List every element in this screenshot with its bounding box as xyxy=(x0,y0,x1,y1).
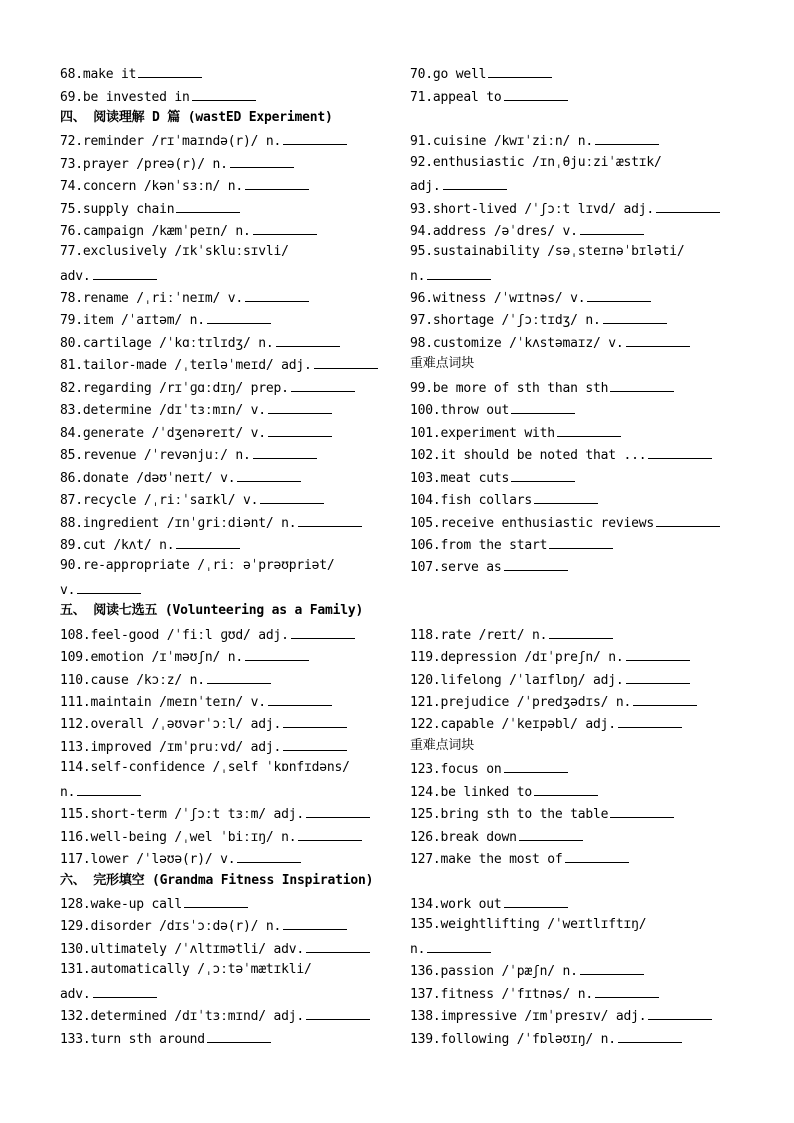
vocab-item xyxy=(60,850,301,866)
vocab-text: 137.fitness /ˈfɪtnəs/ n. xyxy=(410,987,594,1002)
answer-blank[interactable] xyxy=(207,671,271,684)
vocab-text: 133.turn sth around xyxy=(60,1032,205,1047)
vocab-text: 129.disorder /dɪsˈɔːdə(r)/ n. xyxy=(60,919,282,934)
vocab-text: 98.customize /ˈkʌstəmaɪz/ v. xyxy=(410,336,624,351)
vocab-item xyxy=(60,783,141,799)
vocab-item xyxy=(60,514,362,530)
vocab-item xyxy=(60,805,370,821)
answer-blank[interactable] xyxy=(176,536,240,549)
vocab-text: adj. xyxy=(410,179,441,194)
vocab-text: 68.make it xyxy=(60,67,137,82)
vocab-text: 93.short-lived /ˈʃɔːt lɪvd/ adj. xyxy=(410,202,655,217)
vocab-text: 118.rate /reɪt/ n. xyxy=(410,628,548,643)
vocab-item xyxy=(410,401,575,417)
vocab-text: 130.ultimately /ˈʌltɪmətli/ adv. xyxy=(60,942,305,957)
answer-blank[interactable] xyxy=(93,267,157,280)
vocab-item xyxy=(410,244,685,260)
answer-blank[interactable] xyxy=(511,469,575,482)
vocab-item xyxy=(410,940,491,956)
answer-blank[interactable] xyxy=(511,401,575,414)
vocab-item xyxy=(410,222,644,238)
vocab-item xyxy=(60,693,332,709)
vocab-item xyxy=(60,334,340,350)
vocab-text: 120.lifelong /ˈlaɪflɒŋ/ adj. xyxy=(410,673,624,688)
answer-blank[interactable] xyxy=(237,469,301,482)
vocab-text: 126.break down xyxy=(410,830,517,845)
vocab-item xyxy=(60,65,202,81)
vocab-text: 86.donate /dəʊˈneɪt/ v. xyxy=(60,471,236,486)
vocab-text: 76.campaign /kæmˈpeɪn/ n. xyxy=(60,224,251,239)
vocab-item xyxy=(60,536,240,552)
answer-blank[interactable] xyxy=(580,222,644,235)
answer-blank[interactable] xyxy=(504,760,568,773)
vocab-item xyxy=(60,895,248,911)
vocab-text: 78.rename /ˌriːˈneɪm/ v. xyxy=(60,291,244,306)
answer-blank[interactable] xyxy=(633,693,697,706)
vocab-text: adv. xyxy=(60,269,91,284)
vocab-item xyxy=(60,491,324,507)
section-heading: 六、 完形填空 (Grandma Fitness Inspiration) xyxy=(60,873,374,888)
vocab-text: 108.feel-good /ˈfiːl ɡʊd/ adj. xyxy=(60,628,289,643)
answer-blank[interactable] xyxy=(253,446,317,459)
answer-blank[interactable] xyxy=(534,783,598,796)
vocab-item xyxy=(410,805,674,821)
answer-blank[interactable] xyxy=(298,828,362,841)
answer-blank[interactable] xyxy=(488,65,552,78)
answer-blank[interactable] xyxy=(603,311,667,324)
vocab-item xyxy=(60,828,362,844)
answer-blank[interactable] xyxy=(595,132,659,145)
vocab-text: 125.bring sth to the table xyxy=(410,807,609,822)
vocab-item xyxy=(410,446,712,462)
answer-blank[interactable] xyxy=(610,379,674,392)
answer-blank[interactable] xyxy=(268,693,332,706)
answer-blank[interactable] xyxy=(268,401,332,414)
vocab-text: 88.ingredient /ɪnˈɡriːdiənt/ n. xyxy=(60,516,297,531)
vocab-text: 77.exclusively /ɪkˈskluːsɪvli/ xyxy=(60,244,289,259)
answer-blank[interactable] xyxy=(298,514,362,527)
vocab-text: 84.generate /ˈdʒenəreɪt/ v. xyxy=(60,426,266,441)
vocab-text: 79.item /ˈaɪtəm/ n. xyxy=(60,313,205,328)
vocab-item xyxy=(410,962,644,978)
answer-blank[interactable] xyxy=(534,491,598,504)
vocab-item xyxy=(410,65,552,81)
vocab-text: 97.shortage /ˈʃɔːtɪdʒ/ n. xyxy=(410,313,601,328)
vocab-text: 138.impressive /ɪmˈpresɪv/ adj. xyxy=(410,1009,647,1024)
vocab-item xyxy=(410,895,568,911)
answer-blank[interactable] xyxy=(557,424,621,437)
vocab-item xyxy=(410,626,613,642)
answer-blank[interactable] xyxy=(245,289,309,302)
answer-blank[interactable] xyxy=(519,828,583,841)
answer-blank[interactable] xyxy=(648,1007,712,1020)
vocab-item xyxy=(60,424,332,440)
vocab-text: 90.re-appropriate /ˌriː əˈprəʊpriət/ xyxy=(60,558,335,573)
vocab-text: 134.work out xyxy=(410,897,502,912)
answer-blank[interactable] xyxy=(504,88,568,101)
vocab-text: 110.cause /kɔːz/ n. xyxy=(60,673,205,688)
vocab-item xyxy=(410,1030,682,1046)
subheading-key-phrases xyxy=(410,738,474,754)
answer-blank[interactable] xyxy=(656,200,720,213)
answer-blank[interactable] xyxy=(648,446,712,459)
answer-blank[interactable] xyxy=(276,334,340,347)
vocab-text: 107.serve as xyxy=(410,560,502,575)
answer-blank[interactable] xyxy=(626,671,690,684)
vocab-text: 106.from the start xyxy=(410,538,548,553)
answer-blank[interactable] xyxy=(176,200,240,213)
vocab-text: n. xyxy=(410,942,426,957)
answer-blank[interactable] xyxy=(565,850,629,863)
vocab-text: 70.go well xyxy=(410,67,487,82)
answer-blank[interactable] xyxy=(610,805,674,818)
section-heading: 四、 阅读理解 D 篇 (wastED Experiment) xyxy=(60,110,333,125)
vocab-item xyxy=(410,200,720,216)
vocab-text: 135.weightlifting /ˈweɪtlɪftɪŋ/ xyxy=(410,917,647,932)
vocab-item xyxy=(410,379,674,395)
vocab-text: 124.be linked to xyxy=(410,785,533,800)
vocab-item xyxy=(410,850,629,866)
answer-blank[interactable] xyxy=(626,648,690,661)
vocab-text: 101.experiment with xyxy=(410,426,555,441)
answer-blank[interactable] xyxy=(77,783,141,796)
vocab-text: 89.cut /kʌt/ n. xyxy=(60,538,175,553)
answer-blank[interactable] xyxy=(549,536,613,549)
vocab-text: 96.witness /ˈwɪtnəs/ v. xyxy=(410,291,586,306)
vocab-text: 122.capable /ˈkeɪpəbl/ adj. xyxy=(410,717,616,732)
answer-blank[interactable] xyxy=(237,850,301,863)
answer-blank[interactable] xyxy=(77,581,141,594)
vocab-item xyxy=(410,267,491,283)
answer-blank[interactable] xyxy=(283,132,347,145)
vocab-item xyxy=(410,536,613,552)
answer-blank[interactable] xyxy=(427,267,491,280)
answer-blank[interactable] xyxy=(283,715,347,728)
vocab-item xyxy=(60,356,378,372)
vocab-item xyxy=(60,446,317,462)
vocab-text: 136.passion /ˈpæʃn/ n. xyxy=(410,964,578,979)
vocab-text: 111.maintain /meɪnˈteɪn/ v. xyxy=(60,695,266,710)
vocab-item xyxy=(60,311,271,327)
vocab-item xyxy=(60,132,347,148)
answer-blank[interactable] xyxy=(253,222,317,235)
vocab-item xyxy=(60,738,347,754)
answer-blank[interactable] xyxy=(626,334,690,347)
vocab-item xyxy=(60,715,347,731)
vocab-text: 119.depression /dɪˈpreʃn/ n. xyxy=(410,650,624,665)
answer-blank[interactable] xyxy=(291,379,355,392)
answer-blank[interactable] xyxy=(268,424,332,437)
vocab-text: n. xyxy=(410,269,426,284)
vocab-item xyxy=(60,155,294,171)
answer-blank[interactable] xyxy=(93,985,157,998)
vocab-text: 71.appeal to xyxy=(410,90,502,105)
vocab-text: 132.determined /dɪˈtɜːmɪnd/ adj. xyxy=(60,1009,305,1024)
answer-blank[interactable] xyxy=(207,311,271,324)
vocab-item xyxy=(60,244,289,260)
answer-blank[interactable] xyxy=(587,289,651,302)
vocab-text: 87.recycle /ˌriːˈsaɪkl/ v. xyxy=(60,493,259,508)
vocab-text: 72.reminder /rɪˈmaɪndə(r)/ n. xyxy=(60,134,282,149)
vocab-item xyxy=(410,693,697,709)
vocab-item xyxy=(60,200,240,216)
vocab-item xyxy=(410,132,659,148)
vocab-item xyxy=(60,985,157,1001)
vocab-item xyxy=(60,760,350,776)
vocab-text: 127.make the most of xyxy=(410,852,563,867)
vocab-item xyxy=(60,558,335,574)
vocab-text: 81.tailor-made /ˌteɪləˈmeɪd/ adj. xyxy=(60,358,312,373)
answer-blank[interactable] xyxy=(245,177,309,190)
vocab-item xyxy=(410,88,568,104)
subheading-key-phrases xyxy=(410,356,474,372)
section-heading: 五、 阅读七选五 (Volunteering as a Family) xyxy=(60,603,364,618)
vocab-text: 114.self-confidence /ˌself ˈkɒnfɪdəns/ xyxy=(60,760,350,775)
vocab-item xyxy=(410,917,646,933)
answer-blank[interactable] xyxy=(245,648,309,661)
vocab-item xyxy=(410,985,659,1001)
answer-blank[interactable] xyxy=(230,155,294,168)
vocab-text: 69.be invested in xyxy=(60,90,190,105)
vocab-text: 116.well-being /ˌwel ˈbiːɪŋ/ n. xyxy=(60,830,297,845)
vocab-item xyxy=(410,289,651,305)
vocab-item xyxy=(410,558,568,574)
answer-blank[interactable] xyxy=(138,65,202,78)
vocab-item xyxy=(60,401,332,417)
vocab-item xyxy=(410,715,682,731)
vocab-text: 74.concern /kənˈsɜːn/ n. xyxy=(60,179,244,194)
vocab-item xyxy=(410,828,583,844)
vocab-item xyxy=(410,334,690,350)
vocab-text: adv. xyxy=(60,987,91,1002)
vocab-text: 75.supply chain xyxy=(60,202,175,217)
answer-blank[interactable] xyxy=(207,1030,271,1043)
vocab-item xyxy=(410,1007,712,1023)
vocab-item xyxy=(60,379,355,395)
answer-blank[interactable] xyxy=(260,491,324,504)
vocab-text: 104.fish collars xyxy=(410,493,533,508)
answer-blank[interactable] xyxy=(656,514,720,527)
vocab-item xyxy=(410,783,598,799)
answer-blank[interactable] xyxy=(306,805,370,818)
vocab-item xyxy=(410,491,598,507)
answer-blank[interactable] xyxy=(291,626,355,639)
vocab-text: 105.receive enthusiastic reviews xyxy=(410,516,655,531)
vocab-item xyxy=(60,289,309,305)
vocab-text: 73.prayer /preə(r)/ n. xyxy=(60,157,228,172)
vocab-item xyxy=(60,940,370,956)
vocab-item xyxy=(60,648,309,664)
vocab-item xyxy=(60,581,141,597)
answer-blank[interactable] xyxy=(595,985,659,998)
vocab-item xyxy=(60,917,347,933)
subheading-text: 重难点词块 xyxy=(410,738,475,753)
vocab-item xyxy=(60,177,309,193)
answer-blank[interactable] xyxy=(580,962,644,975)
vocab-text: 115.short-term /ˈʃɔːt tɜːm/ adj. xyxy=(60,807,305,822)
vocab-item xyxy=(60,1007,370,1023)
answer-blank[interactable] xyxy=(618,1030,682,1043)
vocab-item xyxy=(410,760,568,776)
answer-blank[interactable] xyxy=(618,715,682,728)
vocab-text: 139.following /ˈfɒləʊɪŋ/ n. xyxy=(410,1032,616,1047)
vocab-text: n. xyxy=(60,785,76,800)
vocab-item xyxy=(60,88,256,104)
vocab-item xyxy=(410,469,575,485)
vocab-text: 99.be more of sth than sth xyxy=(410,381,609,396)
vocab-text: 94.address /əˈdres/ v. xyxy=(410,224,578,239)
vocab-item xyxy=(60,469,301,485)
subheading-text: 重难点词块 xyxy=(410,356,475,371)
vocab-text: 103.meat cuts xyxy=(410,471,510,486)
vocab-text: 92.enthusiastic /ɪnˌθjuːziˈæstɪk/ xyxy=(410,155,662,170)
vocab-item xyxy=(410,424,621,440)
vocab-text: 123.focus on xyxy=(410,762,502,777)
vocab-text: 95.sustainability /səˌsteɪnəˈbɪləti/ xyxy=(410,244,685,259)
vocab-item xyxy=(60,962,312,978)
vocab-item xyxy=(410,671,690,687)
vocab-item xyxy=(60,222,317,238)
answer-blank[interactable] xyxy=(549,626,613,639)
answer-blank[interactable] xyxy=(306,1007,370,1020)
vocab-text: 113.improved /ɪmˈpruːvd/ adj. xyxy=(60,740,282,755)
vocab-text: 131.automatically /ˌɔːtəˈmætɪkli/ xyxy=(60,962,312,977)
vocab-item xyxy=(410,155,662,171)
answer-blank[interactable] xyxy=(306,940,370,953)
answer-blank[interactable] xyxy=(443,177,507,190)
vocab-text: 109.emotion /ɪˈməʊʃn/ n. xyxy=(60,650,244,665)
vocab-text: 80.cartilage /ˈkɑːtɪlɪdʒ/ n. xyxy=(60,336,274,351)
vocab-text: 121.prejudice /ˈpredʒədɪs/ n. xyxy=(410,695,632,710)
vocab-text: 82.regarding /rɪˈɡɑːdɪŋ/ prep. xyxy=(60,381,289,396)
vocab-item xyxy=(410,177,507,193)
vocab-item xyxy=(60,267,157,283)
vocab-text: 100.throw out xyxy=(410,403,510,418)
vocab-item xyxy=(410,311,667,327)
vocab-item xyxy=(60,626,355,642)
vocab-text: 91.cuisine /kwɪˈziːn/ n. xyxy=(410,134,594,149)
vocab-item xyxy=(60,671,271,687)
vocab-item xyxy=(410,514,720,530)
answer-blank[interactable] xyxy=(192,88,256,101)
vocab-text: 112.overall /ˌəʊvərˈɔːl/ adj. xyxy=(60,717,282,732)
vocab-text: 102.it should be noted that ... xyxy=(410,448,647,463)
answer-blank[interactable] xyxy=(184,895,248,908)
answer-blank[interactable] xyxy=(283,738,347,751)
answer-blank[interactable] xyxy=(314,356,378,369)
vocab-item xyxy=(60,1030,271,1046)
answer-blank[interactable] xyxy=(427,940,491,953)
vocab-text: 85.revenue /ˈrevənjuː/ n. xyxy=(60,448,251,463)
vocab-text: 128.wake-up call xyxy=(60,897,183,912)
answer-blank[interactable] xyxy=(504,558,568,571)
vocab-text: 83.determine /dɪˈtɜːmɪn/ v. xyxy=(60,403,266,418)
vocab-item xyxy=(410,648,690,664)
vocab-text: v. xyxy=(60,583,76,598)
answer-blank[interactable] xyxy=(504,895,568,908)
vocab-text: 117.lower /ˈləʊə(r)/ v. xyxy=(60,852,236,867)
answer-blank[interactable] xyxy=(283,917,347,930)
